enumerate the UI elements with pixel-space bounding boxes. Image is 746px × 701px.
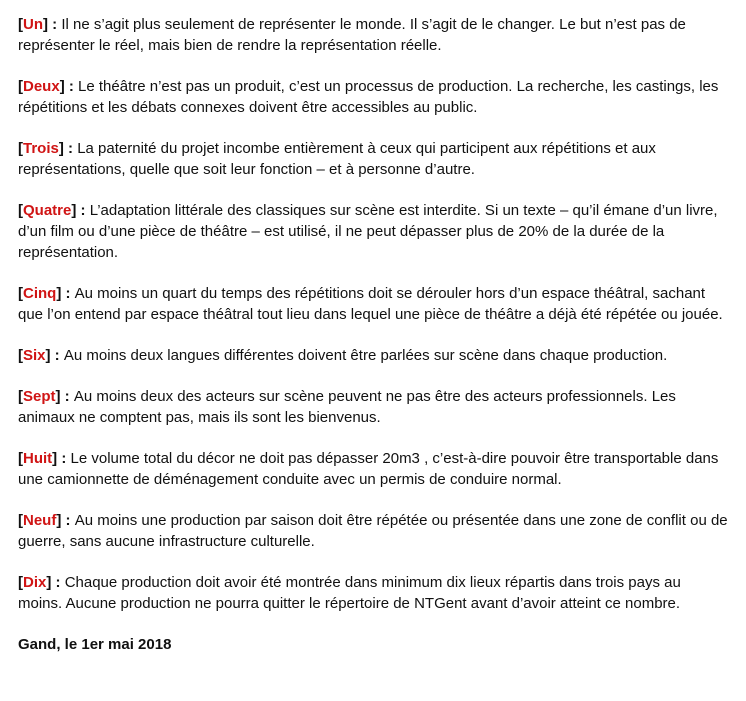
- rule-label: Dix: [23, 574, 47, 591]
- rule-text: La paternité du projet incombe entièrement à ceux qui participent aux répétitions et aux représentations, quelle que soit leur fonction – et à personne d’autre.: [18, 140, 656, 178]
- signature: Gand, le 1er mai 2018: [18, 636, 172, 653]
- rule-8: [Huit] : Le volume total du décor ne doit pas dépasser 20m3 , c’est-à-dire pouvoir être transportable dans une camionnette de déménagement conduite avec un permis de conduire normal.: [18, 450, 719, 488]
- rule-text: Au moins deux langues différentes doivent être parlées sur scène dans chaque production.: [63, 347, 668, 364]
- rule-label: Sept: [23, 388, 56, 405]
- rule-label: Huit: [23, 450, 53, 467]
- rule-text: L’adaptation littérale des classiques sur scène est interdite. Si un texte – qu’il émane d’un livre, d’un film ou d’une pièce de théâtre – est utilisé, il ne peut dépasser plus de 20% de la durée de la représentation.: [18, 202, 718, 261]
- rule-label: Un: [23, 16, 43, 33]
- rule-text: Le théâtre n’est pas un produit, c’est un processus de production. La recherche, les castings, les répétitions et les débats connexes doivent être accessibles au public.: [18, 78, 719, 116]
- rule-label: Six: [23, 347, 46, 364]
- rule-2: [Deux] : Le théâtre n’est pas un produit, c’est un processus de production. La recherche, les castings, les répétitions et les débats connexes doivent être accessibles au public.: [18, 78, 719, 116]
- rule-text: Au moins deux des acteurs sur scène peuvent ne pas être des acteurs professionnels. Les animaux ne comptent pas, mais ils sont les bienvenus.: [18, 388, 676, 426]
- rule-text: Le volume total du décor ne doit pas dépasser 20m3 , c’est-à-dire pouvoir être transportable dans une camionnette de déménagement conduite avec un permis de conduire normal.: [18, 450, 719, 488]
- rule-label: Trois: [23, 140, 59, 157]
- rule-label: Quatre: [23, 202, 72, 219]
- rule-10: [Dix] : Chaque production doit avoir été montrée dans minimum dix lieux répartis dans trois pays au moins. Aucune production ne pourra quitter le répertoire de NTGent avant d’avoir atteint ce nombre.: [18, 574, 681, 612]
- rule-6: [Six] : Au moins deux langues différentes doivent être parlées sur scène dans chaque production.: [18, 347, 668, 364]
- rule-7: [Sept] : Au moins deux des acteurs sur scène peuvent ne pas être des acteurs professionnels. Les animaux ne comptent pas, mais ils sont les bienvenus.: [18, 388, 676, 426]
- rule-text: Chaque production doit avoir été montrée dans minimum dix lieux répartis dans trois pays au moins. Aucune production ne pourra quitter le répertoire de NTGent avant d’avoir atteint ce nombre.: [18, 574, 681, 612]
- rule-label: Deux: [23, 78, 60, 95]
- rule-4: [Quatre] : L’adaptation littérale des classiques sur scène est interdite. Si un texte – qu’il émane d’un livre, d’un film ou d’une pièce de théâtre – est utilisé, il ne peut dépasser plus de 20% de la durée de la représentation.: [18, 202, 718, 261]
- rule-9: [Neuf] : Au moins une production par saison doit être répétée ou présentée dans une zone de conflit ou de guerre, sans aucune infrastructure culturelle.: [18, 512, 728, 550]
- rule-label: Neuf: [23, 512, 57, 529]
- rule-5: [Cinq] : Au moins un quart du temps des répétitions doit se dérouler hors d’un espace théâtral, sachant que l’on entend par espace théâtral tout lieu dans lequel une pièce de théâtre a déjà été répétée ou jouée.: [18, 285, 723, 323]
- rule-label: Cinq: [23, 285, 57, 302]
- rule-3: [Trois] : La paternité du projet incombe entièrement à ceux qui participent aux répétitions et aux représentations, quelle que soit leur fonction – et à personne d’autre.: [18, 140, 656, 178]
- rule-text: Au moins une production par saison doit être répétée ou présentée dans une zone de conflit ou de guerre, sans aucune infrastructure culturelle.: [18, 512, 728, 550]
- rule-1: [Un] : Il ne s’agit plus seulement de représenter le monde. Il s’agit de le changer. Le but n’est pas de représenter le réel, mais bien de rendre la représentation réelle.: [18, 16, 686, 54]
- rule-text: Il ne s’agit plus seulement de représenter le monde. Il s’agit de le changer. Le but n’est pas de représenter le réel, mais bien de rendre la représentation réelle.: [18, 16, 686, 54]
- rule-text: Au moins un quart du temps des répétitions doit se dérouler hors d’un espace théâtral, sachant que l’on entend par espace théâtral tout lieu dans lequel une pièce de théâtre a déjà été répétée ou jouée.: [18, 285, 723, 323]
